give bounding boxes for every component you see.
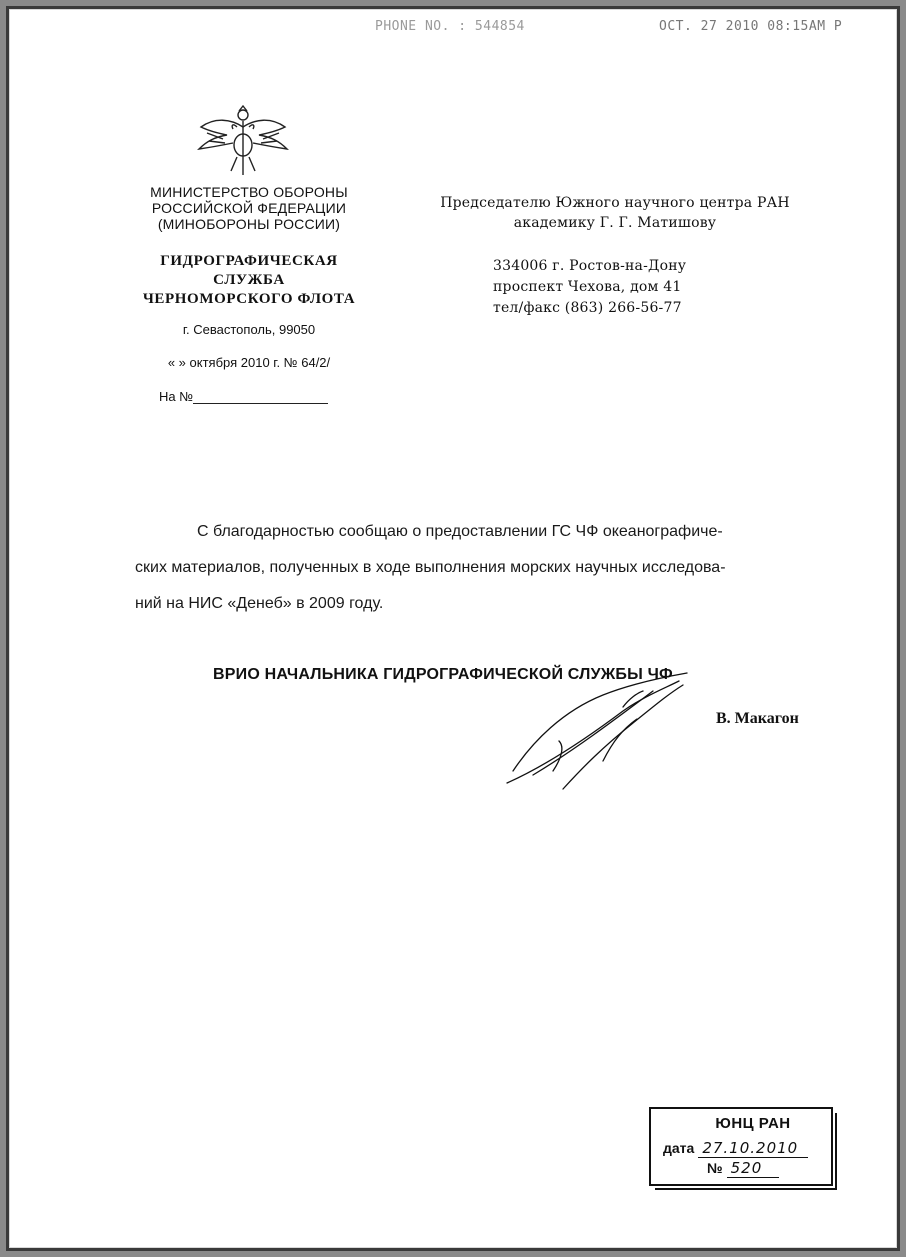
sender-city: г. Севастополь, 99050 bbox=[182, 322, 316, 337]
signer-position: ВРИО НАЧАЛЬНИКА ГИДРОГРАФИЧЕСКОЙ СЛУЖБЫ ЧФ bbox=[213, 666, 673, 683]
stamp-organization: ЮНЦ РАН bbox=[715, 1115, 791, 1132]
body-line: ских материалов, полученных в ходе выполнения морских научных исследова- bbox=[135, 559, 726, 576]
ministry-line: (МИНОБОРОНЫ РОССИИ) bbox=[157, 216, 341, 232]
service-name bbox=[119, 252, 379, 309]
stamp-date-label: дата bbox=[663, 1140, 695, 1156]
recipient-address bbox=[493, 256, 686, 319]
body-line: ний на НИС «Денеб» в 2009 году. bbox=[135, 595, 384, 612]
double-headed-eagle-icon bbox=[193, 105, 293, 179]
reply-to-number-blank bbox=[193, 403, 328, 404]
stamp-date-row bbox=[663, 1139, 808, 1158]
stamp-number-value: 520 bbox=[727, 1159, 779, 1178]
fax-phone-header: PHONE NO. : 544854 bbox=[375, 19, 525, 34]
letter-body bbox=[135, 514, 835, 622]
fax-datetime-header: OCT. 27 2010 08:15AM P bbox=[659, 19, 843, 34]
signer-name: В. Макагон bbox=[716, 710, 799, 727]
address-line: тел/факс (863) 266-56-77 bbox=[493, 300, 682, 316]
letter-date-reference: « » октября 2010 г. № 64/2/ bbox=[167, 355, 331, 370]
handwritten-signature bbox=[503, 671, 693, 797]
service-line: ЧЕРНОМОРСКОГО ФЛОТА bbox=[142, 291, 356, 307]
stamp-number-label: № bbox=[707, 1160, 723, 1176]
body-line: С благодарностью сообщаю о предоставлении ГС ЧФ океанографиче- bbox=[197, 523, 723, 540]
address-line: проспект Чехова, дом 41 bbox=[493, 279, 682, 295]
ministry-line: МИНИСТЕРСТВО ОБОРОНЫ bbox=[150, 184, 348, 200]
recipient-line: академику Г. Г. Матишову bbox=[513, 215, 717, 231]
document-page bbox=[6, 6, 900, 1251]
recipient-line: Председателю Южного научного центра РАН bbox=[440, 195, 790, 211]
stamp-date-value: 27.10.2010 bbox=[698, 1139, 808, 1158]
ministry-name bbox=[119, 184, 379, 232]
stamp-number-row bbox=[707, 1159, 779, 1178]
address-line: 334006 г. Ростов-на-Дону bbox=[493, 258, 687, 274]
recipient-block bbox=[405, 193, 825, 233]
service-line: ГИДРОГРАФИЧЕСКАЯ bbox=[160, 253, 338, 269]
reply-to-number-label: На № bbox=[159, 389, 194, 404]
registration-stamp bbox=[649, 1107, 833, 1186]
service-line: СЛУЖБА bbox=[213, 272, 285, 288]
ministry-line: РОССИЙСКОЙ ФЕДЕРАЦИИ bbox=[151, 200, 347, 216]
